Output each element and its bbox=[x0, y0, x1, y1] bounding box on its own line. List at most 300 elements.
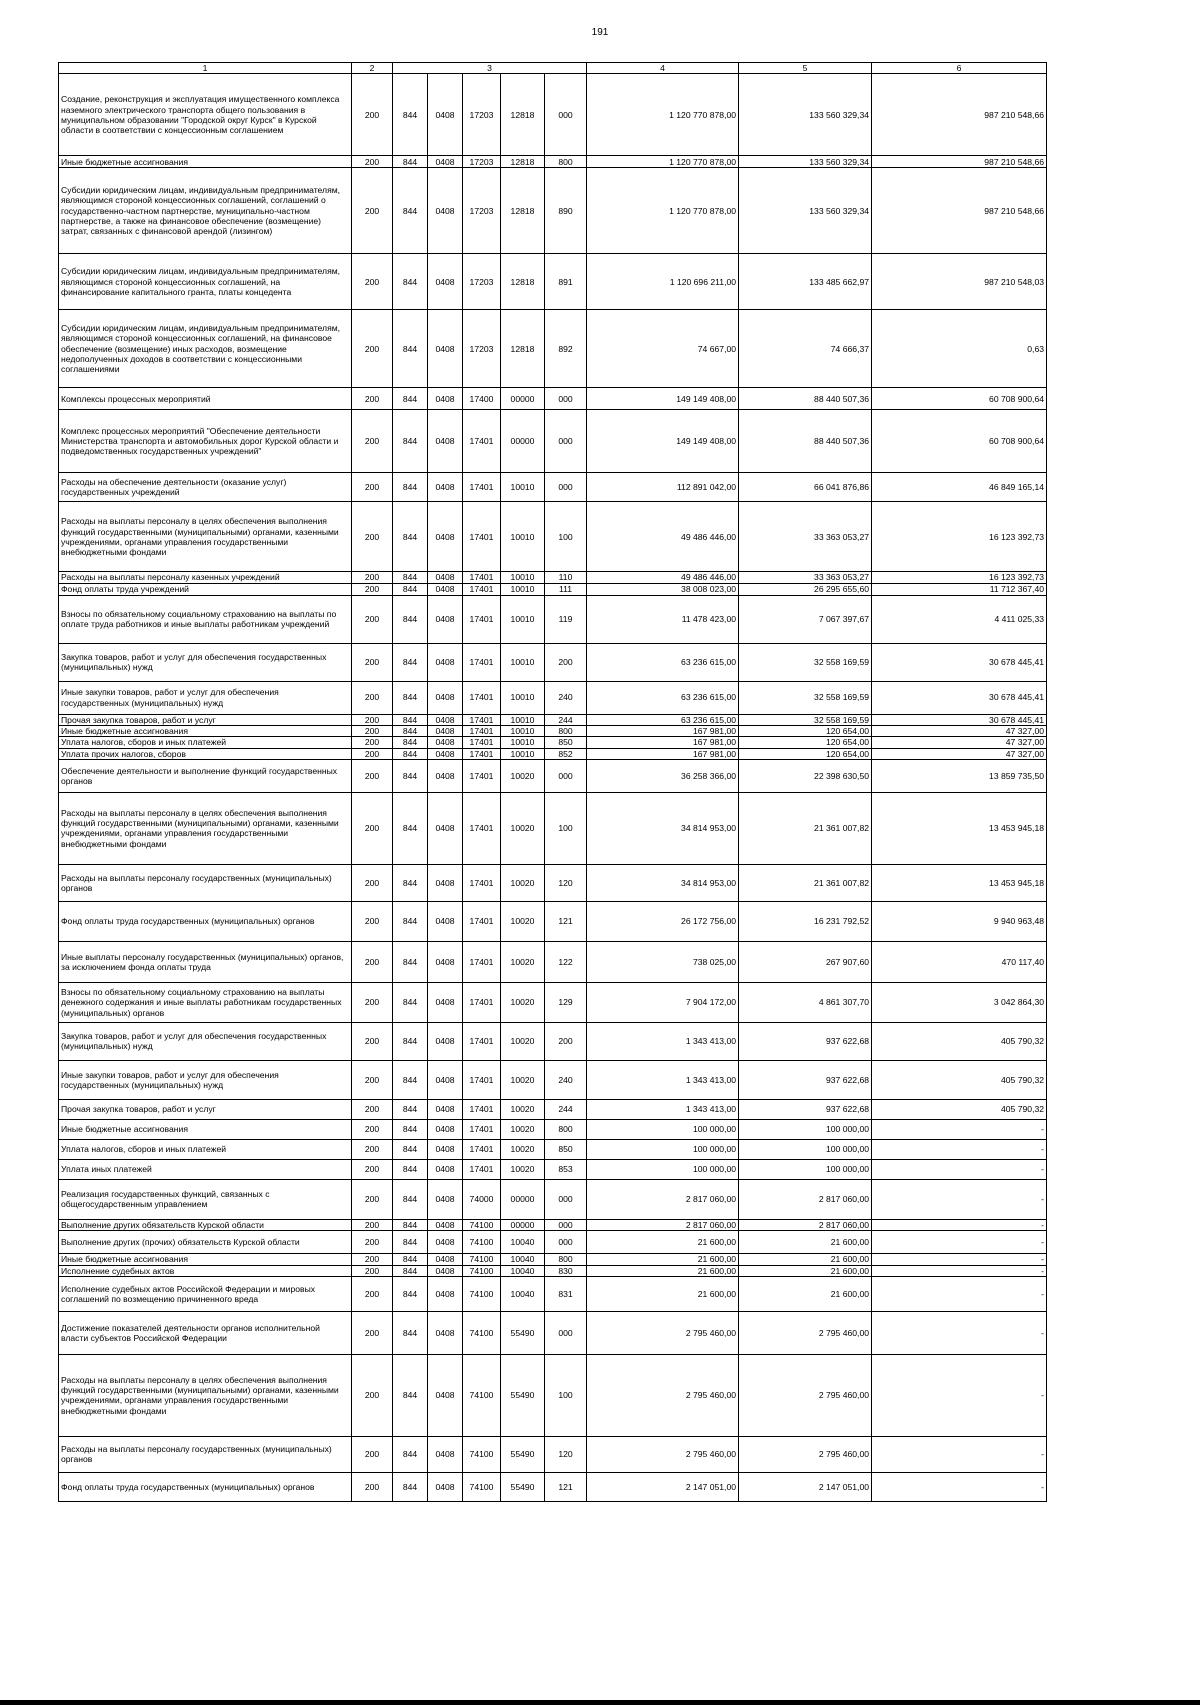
table-row bbox=[59, 1436, 1047, 1472]
code-cell: 200 bbox=[352, 168, 393, 254]
code-cell: 844 bbox=[393, 982, 428, 1022]
code-cell: 0408 bbox=[428, 168, 463, 254]
amount-cell: - bbox=[872, 1139, 1047, 1159]
table-row bbox=[59, 1219, 1047, 1230]
code-cell: 844 bbox=[393, 737, 428, 748]
table-row bbox=[59, 1060, 1047, 1099]
budget-item-name: Расходы на выплаты персоналу казенных учреждений bbox=[59, 572, 352, 583]
code-cell: 844 bbox=[393, 410, 428, 473]
budget-item-name: Фонд оплаты труда государственных (муниципальных) органов bbox=[59, 901, 352, 941]
code-cell: 0408 bbox=[428, 388, 463, 410]
header-col-1: 1 bbox=[59, 63, 352, 74]
amount-cell: 1 120 696 211,00 bbox=[587, 254, 739, 310]
code-cell: 17400 bbox=[463, 388, 501, 410]
budget-item-name: Иные бюджетные ассигнования bbox=[59, 725, 352, 736]
code-cell: 12818 bbox=[501, 254, 545, 310]
code-cell: 110 bbox=[545, 572, 587, 583]
code-cell: 000 bbox=[545, 410, 587, 473]
amount-cell: - bbox=[872, 1179, 1047, 1219]
amount-cell: 21 600,00 bbox=[739, 1276, 872, 1311]
amount-cell: 100 000,00 bbox=[587, 1139, 739, 1159]
budget-item-name: Фонд оплаты труда учреждений bbox=[59, 583, 352, 595]
amount-cell: 3 042 864,30 bbox=[872, 982, 1047, 1022]
amount-cell: 149 149 408,00 bbox=[587, 388, 739, 410]
table-row bbox=[59, 901, 1047, 941]
amount-cell: 2 795 460,00 bbox=[739, 1354, 872, 1436]
amount-cell: 49 486 446,00 bbox=[587, 572, 739, 583]
code-cell: 0408 bbox=[428, 1311, 463, 1354]
amount-cell: 47 327,00 bbox=[872, 748, 1047, 759]
amount-cell: 63 236 615,00 bbox=[587, 681, 739, 714]
code-cell: 12818 bbox=[501, 310, 545, 388]
budget-item-name: Прочая закупка товаров, работ и услуг bbox=[59, 1099, 352, 1119]
amount-cell: 167 981,00 bbox=[587, 737, 739, 748]
table-row bbox=[59, 864, 1047, 901]
budget-item-name: Расходы на выплаты персоналу в целях обеспечения выполнения функций государственными (муниципальными) органами, казенными учреждениями, органами управления государственными внебюджетными фондами bbox=[59, 502, 352, 572]
code-cell: 844 bbox=[393, 156, 428, 168]
code-cell: 74100 bbox=[463, 1231, 501, 1254]
code-cell: 200 bbox=[352, 1231, 393, 1254]
code-cell: 111 bbox=[545, 583, 587, 595]
amount-cell: 100 000,00 bbox=[739, 1119, 872, 1139]
code-cell: 200 bbox=[352, 156, 393, 168]
page-number: 191 bbox=[591, 27, 609, 38]
amount-cell: 100 000,00 bbox=[739, 1139, 872, 1159]
amount-cell: 13 453 945,18 bbox=[872, 864, 1047, 901]
code-cell: 0408 bbox=[428, 643, 463, 681]
amount-cell: 21 600,00 bbox=[587, 1265, 739, 1276]
code-cell: 844 bbox=[393, 1354, 428, 1436]
code-cell: 17401 bbox=[463, 864, 501, 901]
budget-item-name: Выполнение других обязательств Курской области bbox=[59, 1219, 352, 1230]
code-cell: 200 bbox=[352, 1159, 393, 1179]
table-row bbox=[59, 168, 1047, 254]
budget-item-name: Уплата иных платежей bbox=[59, 1159, 352, 1179]
code-cell: 120 bbox=[545, 1436, 587, 1472]
budget-item-name: Исполнение судебных актов bbox=[59, 1265, 352, 1276]
code-cell: 200 bbox=[352, 643, 393, 681]
budget-item-name: Субсидии юридическим лицам, индивидуальным предпринимателям, являющимся стороной концессионных соглашений, на финансирование капитального гранта, платы концедента bbox=[59, 254, 352, 310]
code-cell: 844 bbox=[393, 759, 428, 792]
code-cell: 0408 bbox=[428, 941, 463, 982]
amount-cell: - bbox=[872, 1436, 1047, 1472]
amount-cell: 21 600,00 bbox=[739, 1265, 872, 1276]
amount-cell: 21 361 007,82 bbox=[739, 792, 872, 864]
amount-cell: - bbox=[872, 1276, 1047, 1311]
amount-cell: 63 236 615,00 bbox=[587, 714, 739, 725]
amount-cell: 267 907,60 bbox=[739, 941, 872, 982]
amount-cell: 167 981,00 bbox=[587, 748, 739, 759]
code-cell: 844 bbox=[393, 1179, 428, 1219]
amount-cell: 36 258 366,00 bbox=[587, 759, 739, 792]
amount-cell: 34 814 953,00 bbox=[587, 864, 739, 901]
code-cell: 00000 bbox=[501, 388, 545, 410]
code-cell: 10040 bbox=[501, 1276, 545, 1311]
amount-cell: 120 654,00 bbox=[739, 748, 872, 759]
amount-cell: - bbox=[872, 1119, 1047, 1139]
amount-cell: 937 622,68 bbox=[739, 1022, 872, 1060]
budget-item-name: Создание, реконструкция и эксплуатация имущественного комплекса наземного электрического транспорта общего пользования в муниципальном образовании "Городской округ Курск" в Курской области в соответствии с концессионным соглашением bbox=[59, 74, 352, 156]
code-cell: 0408 bbox=[428, 1254, 463, 1265]
code-cell: 17401 bbox=[463, 725, 501, 736]
code-cell: 12818 bbox=[501, 168, 545, 254]
code-cell: 240 bbox=[545, 1060, 587, 1099]
code-cell: 0408 bbox=[428, 901, 463, 941]
amount-cell: - bbox=[872, 1254, 1047, 1265]
code-cell: 55490 bbox=[501, 1472, 545, 1501]
code-cell: 200 bbox=[352, 1276, 393, 1311]
code-cell: 0408 bbox=[428, 1179, 463, 1219]
code-cell: 844 bbox=[393, 1276, 428, 1311]
amount-cell: 987 210 548,66 bbox=[872, 168, 1047, 254]
code-cell: 0408 bbox=[428, 310, 463, 388]
amount-cell: 100 000,00 bbox=[587, 1159, 739, 1179]
code-cell: 200 bbox=[352, 1099, 393, 1119]
amount-cell: 47 327,00 bbox=[872, 725, 1047, 736]
code-cell: 55490 bbox=[501, 1436, 545, 1472]
code-cell: 17401 bbox=[463, 737, 501, 748]
amount-cell: 21 600,00 bbox=[739, 1231, 872, 1254]
amount-cell: 21 600,00 bbox=[739, 1254, 872, 1265]
amount-cell: 112 891 042,00 bbox=[587, 473, 739, 502]
amount-cell: 34 814 953,00 bbox=[587, 792, 739, 864]
amount-cell: 32 558 169,59 bbox=[739, 643, 872, 681]
table-row bbox=[59, 759, 1047, 792]
amount-cell: 33 363 053,27 bbox=[739, 502, 872, 572]
amount-cell: 120 654,00 bbox=[739, 737, 872, 748]
code-cell: 844 bbox=[393, 1159, 428, 1179]
budget-item-name: Закупка товаров, работ и услуг для обеспечения государственных (муниципальных) нужд bbox=[59, 1022, 352, 1060]
code-cell: 200 bbox=[352, 595, 393, 643]
table-row bbox=[59, 643, 1047, 681]
code-cell: 00000 bbox=[501, 410, 545, 473]
amount-cell: 21 600,00 bbox=[587, 1254, 739, 1265]
code-cell: 853 bbox=[545, 1159, 587, 1179]
code-cell: 17401 bbox=[463, 1139, 501, 1159]
budget-item-name: Иные бюджетные ассигнования bbox=[59, 156, 352, 168]
code-cell: 74100 bbox=[463, 1265, 501, 1276]
amount-cell: 120 654,00 bbox=[739, 725, 872, 736]
code-cell: 0408 bbox=[428, 1231, 463, 1254]
code-cell: 800 bbox=[545, 1119, 587, 1139]
code-cell: 17401 bbox=[463, 759, 501, 792]
code-cell: 200 bbox=[352, 864, 393, 901]
amount-cell: 2 795 460,00 bbox=[587, 1436, 739, 1472]
code-cell: 17401 bbox=[463, 473, 501, 502]
code-cell: 244 bbox=[545, 714, 587, 725]
code-cell: 200 bbox=[352, 1311, 393, 1354]
amount-cell: 405 790,32 bbox=[872, 1060, 1047, 1099]
amount-cell: - bbox=[872, 1159, 1047, 1179]
code-cell: 10020 bbox=[501, 1022, 545, 1060]
table-row bbox=[59, 1099, 1047, 1119]
code-cell: 844 bbox=[393, 1311, 428, 1354]
code-cell: 844 bbox=[393, 1022, 428, 1060]
budget-item-name: Расходы на выплаты персоналу в целях обеспечения выполнения функций государственными (муниципальными) органами, казенными учреждениями, органами управления государственными внебюджетными фондами bbox=[59, 792, 352, 864]
code-cell: 200 bbox=[352, 1265, 393, 1276]
budget-item-name: Иные закупки товаров, работ и услуг для обеспечения государственных (муниципальных) нужд bbox=[59, 1060, 352, 1099]
code-cell: 200 bbox=[352, 792, 393, 864]
code-cell: 844 bbox=[393, 1231, 428, 1254]
code-cell: 891 bbox=[545, 254, 587, 310]
amount-cell: 21 600,00 bbox=[587, 1231, 739, 1254]
amount-cell: 16 123 392,73 bbox=[872, 572, 1047, 583]
budget-item-name: Расходы на выплаты персоналу в целях обеспечения выполнения функций государственными (муниципальными) органами, казенными учреждениями, органами управления государственными внебюджетными фондами bbox=[59, 1354, 352, 1436]
code-cell: 10020 bbox=[501, 864, 545, 901]
code-cell: 200 bbox=[352, 1254, 393, 1265]
code-cell: 17401 bbox=[463, 1159, 501, 1179]
table-row bbox=[59, 254, 1047, 310]
code-cell: 17401 bbox=[463, 714, 501, 725]
amount-cell: - bbox=[872, 1265, 1047, 1276]
table-row bbox=[59, 572, 1047, 583]
code-cell: 10010 bbox=[501, 643, 545, 681]
amount-cell: 13 453 945,18 bbox=[872, 792, 1047, 864]
amount-cell: 2 795 460,00 bbox=[587, 1354, 739, 1436]
amount-cell: 30 678 445,41 bbox=[872, 681, 1047, 714]
code-cell: 200 bbox=[352, 388, 393, 410]
code-cell: 17401 bbox=[463, 410, 501, 473]
code-cell: 0408 bbox=[428, 737, 463, 748]
amount-cell: 2 817 060,00 bbox=[739, 1219, 872, 1230]
amount-cell: 9 940 963,48 bbox=[872, 901, 1047, 941]
code-cell: 200 bbox=[352, 473, 393, 502]
code-cell: 10020 bbox=[501, 901, 545, 941]
code-cell: 17401 bbox=[463, 1099, 501, 1119]
code-cell: 0408 bbox=[428, 864, 463, 901]
code-cell: 844 bbox=[393, 473, 428, 502]
amount-cell: 7 067 397,67 bbox=[739, 595, 872, 643]
amount-cell: 16 231 792,52 bbox=[739, 901, 872, 941]
code-cell: 100 bbox=[545, 1354, 587, 1436]
code-cell: 0408 bbox=[428, 982, 463, 1022]
amount-cell: 100 000,00 bbox=[739, 1159, 872, 1179]
code-cell: 17203 bbox=[463, 310, 501, 388]
table-row bbox=[59, 725, 1047, 736]
amount-cell: 1 343 413,00 bbox=[587, 1060, 739, 1099]
code-cell: 844 bbox=[393, 643, 428, 681]
code-cell: 17203 bbox=[463, 74, 501, 156]
amount-cell: 88 440 507,36 bbox=[739, 410, 872, 473]
code-cell: 844 bbox=[393, 168, 428, 254]
code-cell: 17401 bbox=[463, 748, 501, 759]
code-cell: 17401 bbox=[463, 982, 501, 1022]
code-cell: 200 bbox=[545, 643, 587, 681]
scan-bottom-edge bbox=[0, 1700, 1200, 1705]
table-row bbox=[59, 1119, 1047, 1139]
code-cell: 122 bbox=[545, 941, 587, 982]
code-cell: 200 bbox=[352, 410, 393, 473]
amount-cell: 88 440 507,36 bbox=[739, 388, 872, 410]
table-row bbox=[59, 1311, 1047, 1354]
amount-cell: 22 398 630,50 bbox=[739, 759, 872, 792]
amount-cell: 133 560 329,34 bbox=[739, 74, 872, 156]
code-cell: 0408 bbox=[428, 681, 463, 714]
code-cell: 120 bbox=[545, 864, 587, 901]
code-cell: 200 bbox=[352, 254, 393, 310]
code-cell: 800 bbox=[545, 725, 587, 736]
code-cell: 10010 bbox=[501, 572, 545, 583]
budget-item-name: Иные бюджетные ассигнования bbox=[59, 1254, 352, 1265]
code-cell: 00000 bbox=[501, 1179, 545, 1219]
code-cell: 10040 bbox=[501, 1265, 545, 1276]
code-cell: 0408 bbox=[428, 1276, 463, 1311]
amount-cell: 38 008 023,00 bbox=[587, 583, 739, 595]
amount-cell: 60 708 900,64 bbox=[872, 388, 1047, 410]
table-row bbox=[59, 74, 1047, 156]
code-cell: 17401 bbox=[463, 792, 501, 864]
amount-cell: 2 817 060,00 bbox=[587, 1219, 739, 1230]
budget-item-name: Расходы на обеспечение деятельности (оказание услуг) государственных учреждений bbox=[59, 473, 352, 502]
amount-cell: 46 849 165,14 bbox=[872, 473, 1047, 502]
table-row bbox=[59, 410, 1047, 473]
amount-cell: 66 041 876,86 bbox=[739, 473, 872, 502]
code-cell: 0408 bbox=[428, 725, 463, 736]
code-cell: 200 bbox=[352, 1436, 393, 1472]
code-cell: 200 bbox=[352, 1119, 393, 1139]
code-cell: 200 bbox=[352, 759, 393, 792]
budget-item-name: Обеспечение деятельности и выполнение функций государственных органов bbox=[59, 759, 352, 792]
code-cell: 0408 bbox=[428, 595, 463, 643]
code-cell: 17401 bbox=[463, 1022, 501, 1060]
amount-cell: 133 560 329,34 bbox=[739, 168, 872, 254]
code-cell: 17401 bbox=[463, 941, 501, 982]
code-cell: 10020 bbox=[501, 941, 545, 982]
header-col-6: 6 bbox=[872, 63, 1047, 74]
code-cell: 844 bbox=[393, 1139, 428, 1159]
code-cell: 0408 bbox=[428, 1159, 463, 1179]
code-cell: 0408 bbox=[428, 1219, 463, 1230]
budget-item-name: Расходы на выплаты персоналу государственных (муниципальных) органов bbox=[59, 864, 352, 901]
code-cell: 800 bbox=[545, 1254, 587, 1265]
code-cell: 844 bbox=[393, 941, 428, 982]
code-cell: 74100 bbox=[463, 1472, 501, 1501]
budget-item-name: Субсидии юридическим лицам, индивидуальным предпринимателям, являющимся стороной концессионных соглашений, соглашений о государственно-частном партнерстве, муниципально-частном партнерстве, а также на финансовое обеспечение (возмещение) затрат, связанных с финансовой арендой (лизингом) bbox=[59, 168, 352, 254]
code-cell: 74100 bbox=[463, 1354, 501, 1436]
code-cell: 74100 bbox=[463, 1254, 501, 1265]
amount-cell: 1 343 413,00 bbox=[587, 1022, 739, 1060]
code-cell: 121 bbox=[545, 901, 587, 941]
code-cell: 10010 bbox=[501, 737, 545, 748]
code-cell: 0408 bbox=[428, 1119, 463, 1139]
code-cell: 17401 bbox=[463, 1060, 501, 1099]
amount-cell: 133 560 329,34 bbox=[739, 156, 872, 168]
code-cell: 17203 bbox=[463, 254, 501, 310]
code-cell: 0408 bbox=[428, 1060, 463, 1099]
amount-cell: 11 712 367,40 bbox=[872, 583, 1047, 595]
code-cell: 844 bbox=[393, 681, 428, 714]
table-row bbox=[59, 737, 1047, 748]
amount-cell: 7 904 172,00 bbox=[587, 982, 739, 1022]
code-cell: 0408 bbox=[428, 254, 463, 310]
code-cell: 000 bbox=[545, 1179, 587, 1219]
code-cell: 844 bbox=[393, 725, 428, 736]
code-cell: 200 bbox=[352, 502, 393, 572]
amount-cell: - bbox=[872, 1354, 1047, 1436]
code-cell: 17401 bbox=[463, 901, 501, 941]
code-cell: 200 bbox=[352, 737, 393, 748]
budget-table bbox=[58, 62, 1047, 1502]
table-row bbox=[59, 473, 1047, 502]
code-cell: 000 bbox=[545, 473, 587, 502]
code-cell: 000 bbox=[545, 1219, 587, 1230]
amount-cell: 1 120 770 878,00 bbox=[587, 156, 739, 168]
table-body bbox=[59, 74, 1047, 1502]
table-row bbox=[59, 941, 1047, 982]
code-cell: 0408 bbox=[428, 759, 463, 792]
budget-item-name: Расходы на выплаты персоналу государственных (муниципальных) органов bbox=[59, 1436, 352, 1472]
budget-item-name: Выполнение других (прочих) обязательств Курской области bbox=[59, 1231, 352, 1254]
code-cell: 200 bbox=[352, 982, 393, 1022]
code-cell: 844 bbox=[393, 1472, 428, 1501]
code-cell: 74100 bbox=[463, 1276, 501, 1311]
code-cell: 17401 bbox=[463, 643, 501, 681]
code-cell: 10040 bbox=[501, 1231, 545, 1254]
code-cell: 0408 bbox=[428, 1472, 463, 1501]
amount-cell: 13 859 735,50 bbox=[872, 759, 1047, 792]
budget-item-name: Иные бюджетные ассигнования bbox=[59, 1119, 352, 1139]
code-cell: 244 bbox=[545, 1099, 587, 1119]
amount-cell: 987 210 548,03 bbox=[872, 254, 1047, 310]
code-cell: 17401 bbox=[463, 572, 501, 583]
code-cell: 844 bbox=[393, 1099, 428, 1119]
amount-cell: 32 558 169,59 bbox=[739, 714, 872, 725]
table-row bbox=[59, 1354, 1047, 1436]
code-cell: 10010 bbox=[501, 748, 545, 759]
budget-item-name: Уплата прочих налогов, сборов bbox=[59, 748, 352, 759]
amount-cell: 4 411 025,33 bbox=[872, 595, 1047, 643]
code-cell: 200 bbox=[352, 1022, 393, 1060]
code-cell: 119 bbox=[545, 595, 587, 643]
code-cell: 200 bbox=[352, 1179, 393, 1219]
amount-cell: 26 172 756,00 bbox=[587, 901, 739, 941]
code-cell: 10010 bbox=[501, 681, 545, 714]
code-cell: 10010 bbox=[501, 725, 545, 736]
amount-cell: 2 147 051,00 bbox=[587, 1472, 739, 1501]
amount-cell: - bbox=[872, 1311, 1047, 1354]
code-cell: 10020 bbox=[501, 1139, 545, 1159]
budget-item-name: Закупка товаров, работ и услуг для обеспечения государственных (муниципальных) нужд bbox=[59, 643, 352, 681]
code-cell: 55490 bbox=[501, 1354, 545, 1436]
budget-item-name: Реализация государственных функций, связанных с общегосударственным управлением bbox=[59, 1179, 352, 1219]
code-cell: 12818 bbox=[501, 74, 545, 156]
table-row bbox=[59, 1231, 1047, 1254]
code-cell: 844 bbox=[393, 1219, 428, 1230]
code-cell: 00000 bbox=[501, 1219, 545, 1230]
amount-cell: 405 790,32 bbox=[872, 1022, 1047, 1060]
code-cell: 17203 bbox=[463, 156, 501, 168]
table-row bbox=[59, 1159, 1047, 1179]
code-cell: 844 bbox=[393, 864, 428, 901]
amount-cell: 1 120 770 878,00 bbox=[587, 168, 739, 254]
code-cell: 830 bbox=[545, 1265, 587, 1276]
code-cell: 0408 bbox=[428, 1139, 463, 1159]
code-cell: 55490 bbox=[501, 1311, 545, 1354]
code-cell: 0408 bbox=[428, 74, 463, 156]
code-cell: 844 bbox=[393, 1060, 428, 1099]
code-cell: 100 bbox=[545, 502, 587, 572]
code-cell: 10020 bbox=[501, 1099, 545, 1119]
code-cell: 0408 bbox=[428, 748, 463, 759]
code-cell: 121 bbox=[545, 1472, 587, 1501]
amount-cell: - bbox=[872, 1219, 1047, 1230]
code-cell: 17401 bbox=[463, 1119, 501, 1139]
table-row bbox=[59, 156, 1047, 168]
amount-cell: 2 795 460,00 bbox=[739, 1311, 872, 1354]
code-cell: 100 bbox=[545, 792, 587, 864]
code-cell: 200 bbox=[352, 941, 393, 982]
code-cell: 800 bbox=[545, 156, 587, 168]
